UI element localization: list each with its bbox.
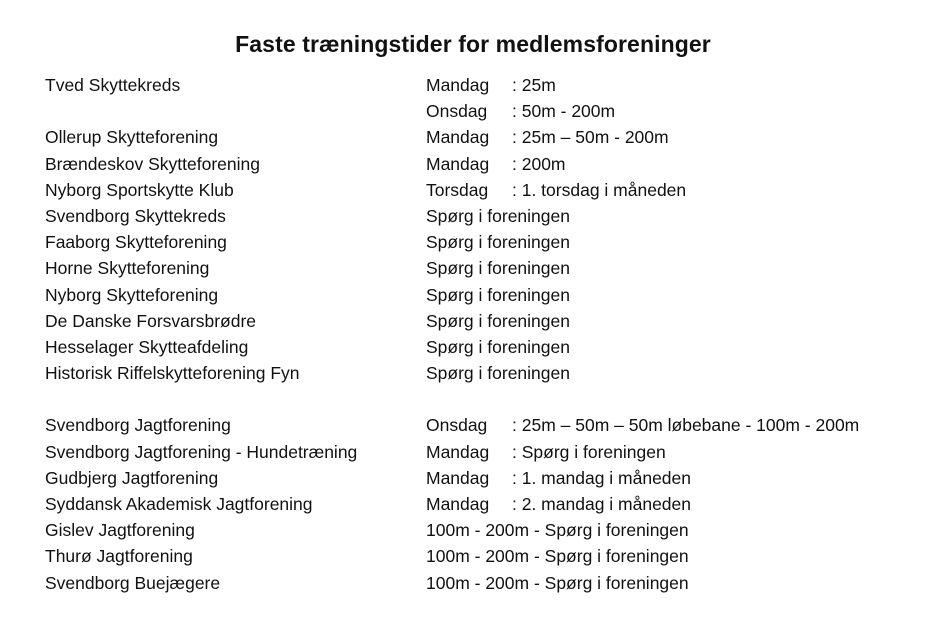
training-day: Mandag [426, 127, 490, 148]
training-info: : 200m [512, 153, 566, 174]
schedule-row [45, 570, 935, 596]
association-name: Brændeskov Skytteforening [45, 153, 260, 174]
schedule-row [45, 360, 935, 386]
association-name: Svendborg Jagtforening - Hundetræning [45, 441, 358, 462]
training-info: Spørg i foreningen [426, 310, 570, 331]
schedule-row [45, 177, 935, 203]
association-name: Gislev Jagtforening [45, 520, 195, 541]
association-name: Gudbjerg Jagtforening [45, 467, 219, 488]
association-name: Svendborg Skyttekreds [45, 205, 226, 226]
training-info: Spørg i foreningen [426, 284, 570, 305]
schedule-row [45, 334, 935, 360]
training-info: 100m - 200m - Spørg i foreningen [426, 520, 689, 541]
training-info: : 25m – 50m - 200m [512, 127, 669, 148]
association-name: Syddansk Akademisk Jagtforening [45, 494, 313, 514]
training-info: : 25m [512, 75, 556, 95]
schedule-row [45, 543, 935, 569]
training-info: : Spørg i foreningen [512, 441, 666, 462]
association-name: Nyborg Skytteforening [45, 284, 219, 305]
association-name: Thurø Jagtforening [45, 546, 193, 567]
schedule-row [45, 491, 935, 517]
training-day: Mandag [426, 153, 490, 174]
association-name: Svendborg Jagtforening [45, 415, 231, 436]
schedule-row [45, 282, 935, 308]
training-info: 100m - 200m - Spørg i foreningen [426, 546, 689, 567]
training-day: Onsdag [426, 415, 488, 436]
schedule-row [45, 517, 935, 543]
training-day: Mandag [426, 494, 490, 514]
association-name: De Danske Forsvarsbrødre [45, 310, 257, 331]
schedule-row [45, 412, 935, 438]
association-name: Ollerup Skytteforening [45, 127, 219, 148]
schedule-row [45, 439, 935, 465]
training-info: : 50m - 200m [512, 101, 616, 122]
schedule-row [45, 229, 935, 255]
training-info: Spørg i foreningen [426, 258, 570, 279]
association-name: Svendborg Buejægere [45, 572, 221, 593]
schedule-row [45, 255, 935, 281]
training-info: : 2. mandag i måneden [512, 494, 692, 514]
training-info: 100m - 200m - Spørg i foreningen [426, 572, 689, 593]
schedule-row [45, 72, 935, 98]
association-name: Hesselager Skytteafdeling [45, 336, 249, 357]
schedule-row [45, 308, 935, 334]
association-name [45, 98, 426, 124]
training-info: : 1. mandag i måneden [512, 467, 692, 488]
schedule-list [45, 72, 935, 596]
training-info: Spørg i foreningen [426, 205, 570, 226]
schedule-row [45, 124, 935, 150]
training-day: Mandag [426, 75, 490, 95]
training-info: Spørg i foreningen [426, 363, 570, 384]
schedule-row [45, 151, 935, 177]
schedule-row [45, 465, 935, 491]
schedule-row [45, 98, 935, 124]
association-name: Nyborg Sportskytte Klub [45, 179, 234, 200]
association-name: Tved Skyttekreds [45, 75, 181, 95]
training-day: Torsdag [426, 179, 489, 200]
training-day: Onsdag [426, 101, 488, 122]
association-name [45, 386, 426, 412]
training-info: : 25m – 50m – 50m løbebane - 100m - 200m [512, 415, 860, 436]
training-day: Mandag [426, 467, 490, 488]
association-name: Historisk Riffelskytteforening Fyn [45, 363, 300, 384]
association-name: Horne Skytteforening [45, 258, 210, 279]
schedule-row [45, 203, 935, 229]
association-name: Faaborg Skytteforening [45, 232, 227, 253]
page-title: Faste træningstider for medlemsforeninger [235, 31, 711, 57]
training-info: Spørg i foreningen [426, 232, 570, 253]
training-info: : 1. torsdag i måneden [512, 179, 687, 200]
spacer-row [45, 386, 935, 412]
training-day: Mandag [426, 441, 490, 462]
training-info: Spørg i foreningen [426, 336, 570, 357]
